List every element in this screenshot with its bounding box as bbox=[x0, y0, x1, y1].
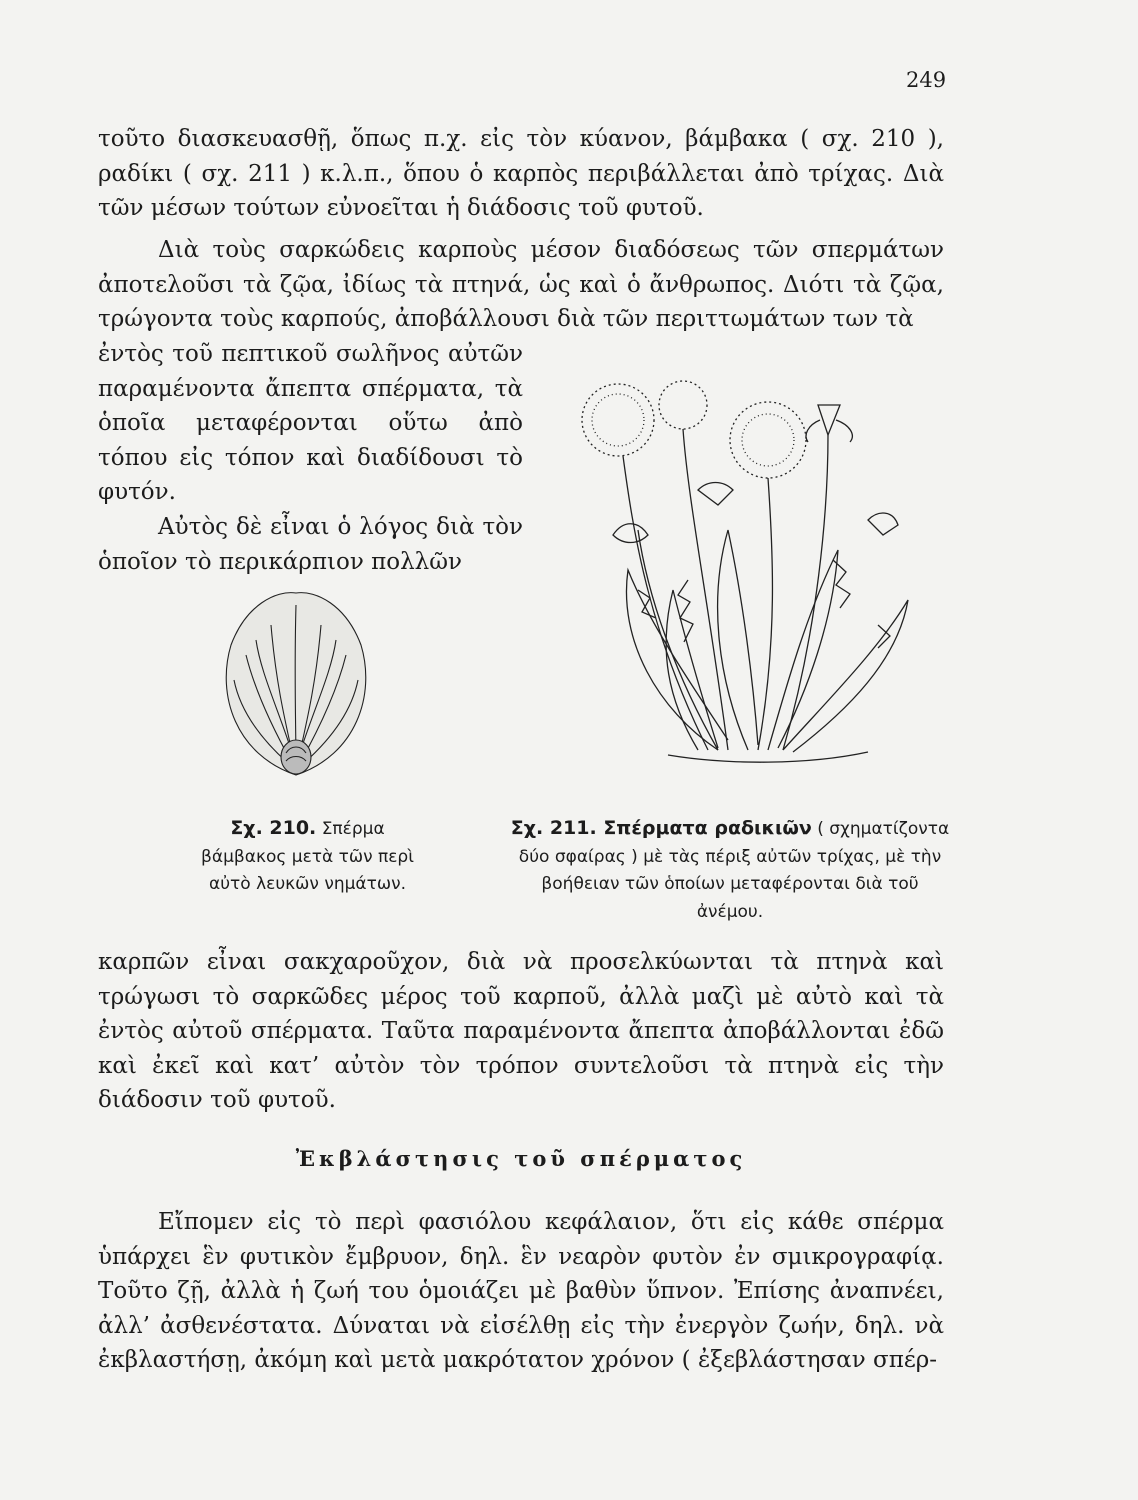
figure-211-caption bbox=[510, 815, 950, 926]
figure-210-caption bbox=[200, 815, 415, 899]
figure-210-text: Σπέρμα βάμβακος μετὰ τῶν περὶ αὐτὸ λευκῶν νημάτων. bbox=[201, 819, 414, 894]
figure-211-text: ( σχηματίζοντα δύο σφαίρας ) μὲ τὰς πέριξ αὐτῶν τρίχας, μὲ τὴν βοήθειαν τῶν ὁποίων μεταφέρονται διὰ τοῦ ἀνέμου. bbox=[518, 819, 950, 922]
figure-210-number: Σχ. 210. bbox=[230, 817, 317, 839]
second-paragraph: Διὰ τοὺς σαρκώδεις καρποὺς μέσον διαδόσεως τῶν σπερμάτων ἀποτελοῦσι τὰ ζῷα, ἰδίως τὰ πτηνά, ὡς καὶ ὁ ἄνθρωπος. Διότι τὰ ζῷα, τρώγοντα τοὺς καρπούς, ἀποβάλλουσι διὰ τῶν περιττωμάτων των τὰ bbox=[98, 237, 944, 332]
third-paragraph-continuation: καρπῶν εἶναι σακχαροῦχον, διὰ νὰ προσελκύωνται τὰ πτηνὰ καὶ τρώγωσι τὸ σαρκῶδες μέρος τοῦ καρποῦ, ἀλλὰ μαζὶ μὲ αὐτὸ καὶ τὰ ἐντὸς αὐτοῦ σπέρματα. Ταῦτα παραμένοντα ἄπεπτα ἀποβάλλονται ἐδῶ καὶ ἐκεῖ καὶ κατ’ αὐτὸν τὸν τρόπον συντελοῦσι τὰ πτηνὰ εἰς τὴν διάδοσιν τοῦ φυτοῦ. bbox=[98, 949, 944, 1113]
figure-211-number: Σχ. 211. Σπέρματα ραδικιῶν bbox=[510, 817, 812, 839]
section-heading: Ἐκβλάστησις τοῦ σπέρματος bbox=[295, 1146, 747, 1171]
section-paragraph: Εἴπομεν εἰς τὸ περὶ φασιόλου κεφάλαιον, ὅτι εἰς κάθε σπέρμα ὑπάρχει ἓν φυτικὸν ἔμβρυον, δηλ. ἓν νεαρὸν φυτὸν ἐν σμικρογραφίᾳ. Τοῦτο ζῇ, ἀλλὰ ἡ ζωή του ὁμοιάζει μὲ βαθὺν ὕπνον. Ἐπίσης ἀναπνέει, ἀλλ’ ἀσθενέστατα. Δύναται νὰ εἰσέλθῃ εἰς τὴν ἐνεργὸν ζωήν, δηλ. νὰ ἐκβλαστήσῃ, ἀκόμη καὶ μετὰ μακρότατον χρόνον ( ἐξεβλάστησαν σπέρ- bbox=[98, 1209, 944, 1373]
cotton-seed-illustration bbox=[216, 585, 376, 785]
second-paragraph-continuation: ἐντὸς τοῦ πεπτικοῦ σωλῆνος αὐτῶν παραμένοντα ἄπεπτα σπέρματα, τὰ ὁποῖα μεταφέρονται οὕτω ἀπὸ τόπου εἰς τόπον καὶ διαδίδουσι τὸ φυτόν. bbox=[98, 341, 523, 505]
page-number: 249 bbox=[906, 68, 947, 92]
top-paragraph: τοῦτο διασκευασθῇ, ὅπως π.χ. εἰς τὸν κύανον, βάμβακα ( σχ. 210 ), ραδίκι ( σχ. 211 ) κ.λ.π., ὅπου ὁ καρπὸς περιβάλλεται ἀπὸ τρίχας. Διὰ τῶν μέσων τούτων εὐνοεῖται ἡ διάδοσις τοῦ φυτοῦ. bbox=[98, 126, 944, 221]
dandelion-plant-illustration bbox=[578, 380, 948, 780]
third-paragraph-start: Αὐτὸς δὲ εἶναι ὁ λόγος διὰ τὸν ὁποῖον τὸ περικάρπιον πολλῶν bbox=[98, 514, 523, 575]
